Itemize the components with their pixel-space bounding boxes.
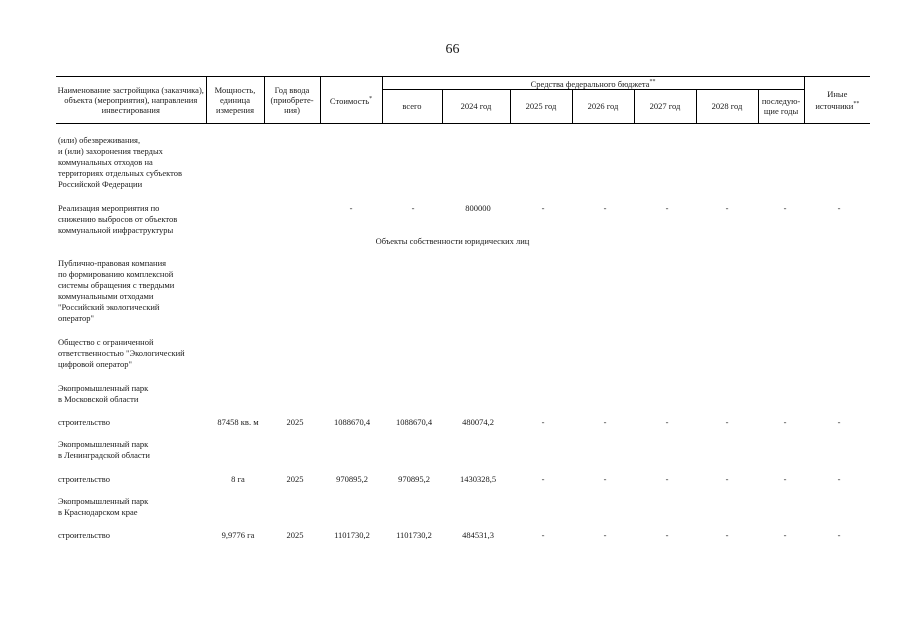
cell-2027: - bbox=[665, 530, 669, 540]
header-2024: 2024 год bbox=[442, 89, 510, 123]
header-later: последую- щие годы bbox=[758, 89, 804, 123]
header-year: Год ввода (приобрете- ния) bbox=[264, 77, 320, 124]
cell-later: - bbox=[783, 417, 787, 427]
row-label: Общество с ограниченной ответственностью "Экологический цифровой оператор" bbox=[58, 337, 185, 369]
cell-2024: 1430328,5 bbox=[459, 474, 497, 484]
header-total: всего bbox=[382, 89, 442, 123]
header-other-sources: Иные источники** bbox=[804, 77, 870, 124]
cell-cost: 1101730,2 bbox=[334, 530, 370, 540]
cell-capacity: 9,9776 га bbox=[221, 530, 255, 540]
cell-cost: - bbox=[349, 203, 353, 213]
cell-2026: - bbox=[603, 417, 607, 427]
row-label: (или) обезвреживания, и (или) захоронения твердых коммунальных отходов на территориях отдельных субъектов Российской Федерации bbox=[58, 135, 183, 189]
header-2028: 2028 год bbox=[696, 89, 758, 123]
cell-2027: - bbox=[665, 417, 669, 427]
cell-2025: - bbox=[541, 417, 545, 427]
cell-total: 970895,2 bbox=[398, 474, 430, 484]
cell-cost: 970895,2 bbox=[336, 474, 368, 484]
cell-capacity: 8 га bbox=[231, 474, 245, 484]
header-name: Наименование застройщика (заказчика), объекта (мероприятия), направления инвестирования bbox=[56, 77, 206, 124]
cell-2025: - bbox=[541, 530, 545, 540]
header-2027: 2027 год bbox=[634, 89, 696, 123]
cell-2028: - bbox=[725, 417, 729, 427]
cell-capacity: 87458 кв. м bbox=[217, 417, 259, 427]
cell-2026: - bbox=[603, 530, 607, 540]
table-header bbox=[56, 76, 870, 124]
header-2026: 2026 год bbox=[572, 89, 634, 123]
cell-year: 2025 bbox=[286, 474, 304, 484]
section-caption: Объекты собственности юридических лиц bbox=[375, 236, 530, 246]
cell-2024: 480074,2 bbox=[462, 417, 494, 427]
row-label: Реализация мероприятия по снижению выбросов от объектов коммунальной инфраструктуры bbox=[58, 203, 178, 235]
row-label: Экопромышленный парк в Московской области bbox=[58, 383, 149, 404]
cell-2027: - bbox=[665, 474, 669, 484]
cell-other: - bbox=[837, 530, 841, 540]
row-label: Публично-правовая компания по формированию комплексной системы обращения с твердыми коммунальными отходами "Российский экологический оператор" bbox=[58, 258, 175, 323]
cell-later: - bbox=[783, 530, 787, 540]
cell-total: - bbox=[411, 203, 415, 213]
cell-other: - bbox=[837, 474, 841, 484]
cell-2025: - bbox=[541, 474, 545, 484]
cell-total: 1088670,4 bbox=[395, 417, 433, 427]
header-federal-budget: Средства федерального бюджета** bbox=[382, 77, 804, 90]
cell-2024: 800000 bbox=[465, 203, 491, 213]
cell-other: - bbox=[837, 203, 841, 213]
cell-other: - bbox=[837, 417, 841, 427]
cell-total: 1101730,2 bbox=[396, 530, 432, 540]
cell-2026: - bbox=[603, 203, 607, 213]
row-label: Экопромышленный парк в Краснодарском крае bbox=[58, 496, 149, 517]
cell-later: - bbox=[783, 203, 787, 213]
cell-year: 2025 bbox=[286, 417, 304, 427]
row-label: строительство bbox=[58, 474, 110, 484]
cell-2028: - bbox=[725, 530, 729, 540]
cell-2028: - bbox=[725, 474, 729, 484]
cell-later: - bbox=[783, 474, 787, 484]
cell-2025: - bbox=[541, 203, 545, 213]
row-label: строительство bbox=[58, 530, 110, 540]
page-number: 66 bbox=[445, 42, 460, 57]
cell-year: 2025 bbox=[286, 530, 304, 540]
cell-cost: 1088670,4 bbox=[333, 417, 371, 427]
row-label: Экопромышленный парк в Ленинградской области bbox=[58, 439, 150, 460]
cell-2027: - bbox=[665, 203, 669, 213]
header-2025: 2025 год bbox=[510, 89, 572, 123]
row-label: строительство bbox=[58, 417, 110, 427]
cell-2024: 484531,3 bbox=[462, 530, 494, 540]
header-capacity: Мощность, единица измерения bbox=[206, 77, 264, 124]
cell-2028: - bbox=[725, 203, 729, 213]
cell-2026: - bbox=[603, 474, 607, 484]
header-cost: Стоимость* bbox=[320, 77, 382, 124]
